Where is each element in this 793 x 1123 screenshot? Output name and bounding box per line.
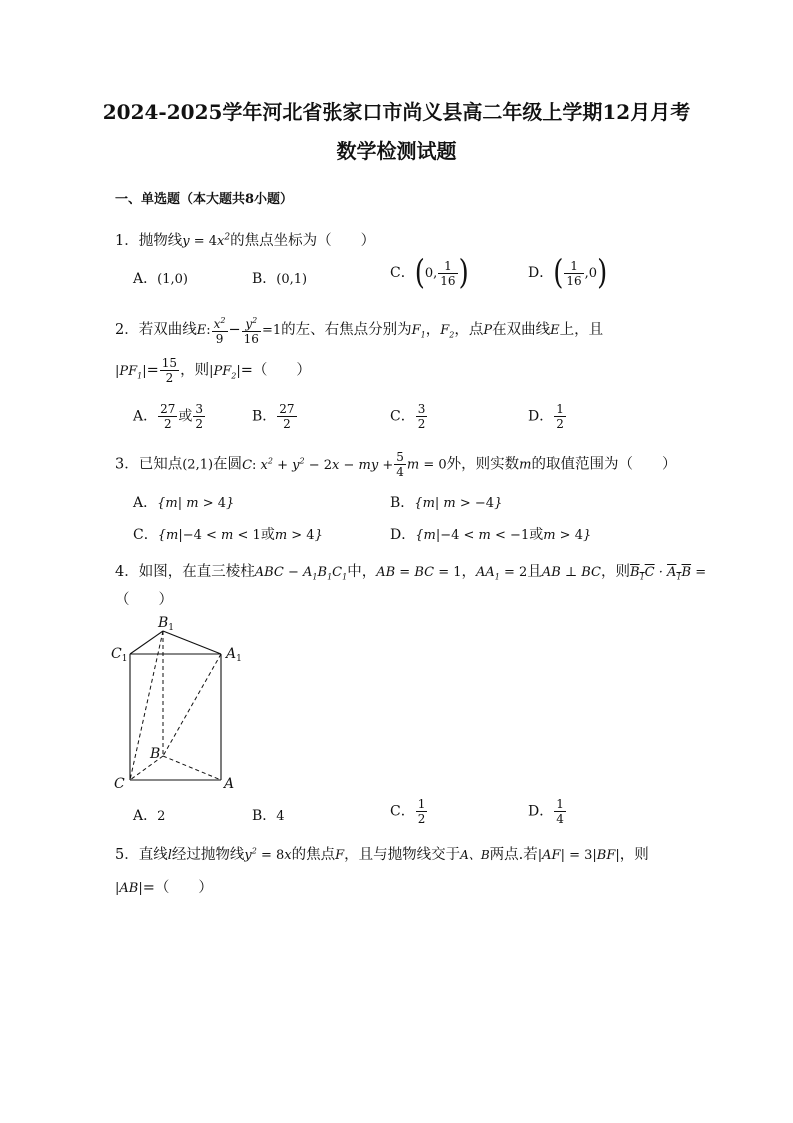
- q3-option-d: D．{m|−4 < m < −1或m > 4}: [390, 527, 592, 543]
- question-5-cont: |AB|=（ ）: [115, 880, 213, 896]
- q2-option-c: C． $\frac{3}{2}$: [390, 402, 426, 431]
- question-4-blank: （ ）: [115, 592, 173, 608]
- q1-option-b: B．(0,1): [252, 271, 308, 287]
- question-5: 5．直线l经过抛物线$y^2 = 8x$的焦点F，且与抛物线交于A、B两点.若|AF| = 3|BF|，则: [115, 846, 649, 863]
- q1-text-pre: 抛物线: [138, 233, 183, 249]
- edge-b1-a1: [163, 631, 221, 654]
- label-b: B: [150, 746, 161, 762]
- section-heading: 一、单选题（本大题共8小题）: [115, 192, 294, 207]
- q2-option-a: A． $\frac{27}{2}$ 或 $\frac{3}{2}$: [133, 402, 204, 431]
- q1-option-d: D．( $\frac{1}{16}$ ,0): [528, 253, 608, 293]
- question-2: 2．若双曲线E: $\frac{x^2}{9}$ − $\frac{y^2}{16}$ =1的左、右焦点分别为$F_1$，$F_2$，点P在双曲线E上，且: [115, 316, 604, 346]
- edge-b-a: [163, 756, 221, 780]
- label-c: C: [114, 776, 125, 792]
- q1-option-a: A．(1,0): [133, 271, 188, 287]
- label-a1: $A_1$: [226, 646, 242, 664]
- q2-option-b: B． $\frac{27}{2}$: [252, 402, 295, 431]
- edge-c1-b1: [130, 631, 163, 654]
- label-c1: $C_1$: [111, 646, 128, 664]
- q2-option-d: D． $\frac{1}{2}$: [528, 402, 564, 431]
- q1-text-post: 的焦点坐标为（ ）: [230, 233, 376, 249]
- question-1: [115, 229, 375, 250]
- exam-title-line1: 2024-2025学年河北省张家口市尚义县高二年级上学期12月月考: [102, 100, 691, 124]
- q3-option-a: A．{m| m > 4}: [133, 495, 235, 511]
- q1-number: 1．: [115, 233, 139, 249]
- question-4: 4．如图，在直三棱柱ABC − $A_1B_1C_1$中，AB = BC = 1，$AA_1 = 2$且AB ⊥ BC，则$B_1C \cdot A_1B$ =: [115, 564, 707, 582]
- prism-figure: [108, 610, 248, 795]
- q4-option-c: C． $\frac{1}{2}$: [390, 797, 426, 826]
- question-2-cont: $|PF_1|=$ $\frac{15}{2}$ ，则$|PF_2|=$（ ）: [115, 356, 311, 385]
- q3-option-b: B．{m| m > −4}: [390, 495, 503, 511]
- q1-expression: $y = 4x^2$: [182, 232, 231, 249]
- question-3: 3．已知点(2,1)在圆C: $x^2 + y^2 - 2x$ − my + $\frac{5}{4}$ m = 0外，则实数m的取值范围为（ ）: [115, 450, 677, 479]
- q3-option-c: C．{m|−4 < m < 1或m > 4}: [133, 527, 323, 543]
- exam-title-line2: 数学检测试题: [336, 139, 457, 163]
- q4-option-a: A．2: [133, 808, 166, 824]
- q4-option-b: B．4: [252, 808, 285, 824]
- edge-a1-b: [163, 654, 221, 756]
- label-b1: $B_1$: [158, 615, 175, 633]
- q1-option-c: C．(0, $\frac{1}{16}$ ): [390, 253, 469, 293]
- label-a: A: [224, 776, 235, 792]
- q4-option-d: D． $\frac{1}{4}$: [528, 797, 564, 826]
